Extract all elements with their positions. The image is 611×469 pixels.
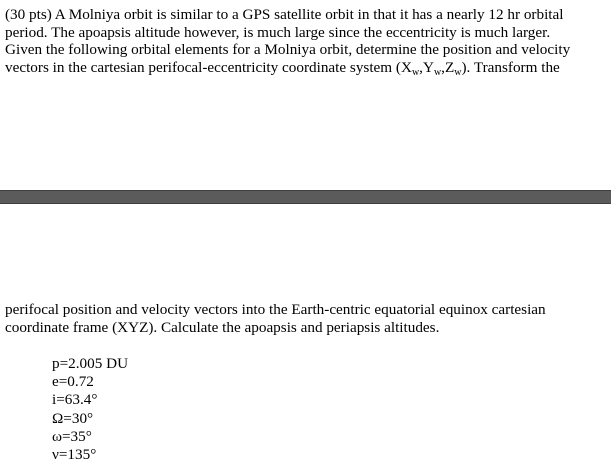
problem-line-coordinate-system xyxy=(5,59,609,77)
orbital-element-argument-of-periapsis: ω=35° xyxy=(52,427,92,445)
orbital-element-eccentricity: e=0.72 xyxy=(52,373,94,391)
orbital-element-inclination: i=63.4° xyxy=(52,391,98,409)
problem-line: Given the following orbital elements for a Molniya orbit, determine the position and velocity xyxy=(5,41,571,59)
coord-text: ,Y xyxy=(419,58,434,76)
subscript-w: w xyxy=(433,66,442,78)
problem-line: (30 pts) A Molniya orbit is similar to a GPS satellite orbit in that it has a nearly 12 hr orbital xyxy=(5,6,564,23)
problem-line: period. The apoapsis altitude however, is much large since the eccentricity is much larger. xyxy=(5,23,551,41)
page-divider-bar xyxy=(0,190,611,204)
orbital-element-true-anomaly: ν=135° xyxy=(52,445,97,463)
orbital-element-semilatus-rectum: p=2.005 DU xyxy=(52,355,129,372)
subscript-w: w xyxy=(454,66,462,78)
problem-line: coordinate frame (XYZ). Calculate the apoapsis and periapsis altitudes. xyxy=(5,318,440,336)
problem-statement-part-2 xyxy=(5,301,609,336)
orbital-elements-list xyxy=(52,355,128,464)
problem-statement-part-1 xyxy=(5,6,609,76)
orbital-element-raan: Ω=30° xyxy=(52,409,94,427)
coord-text: vectors in the cartesian perifocal-eccentricity coordinate system (X xyxy=(5,58,412,76)
subscript-w: w xyxy=(411,66,420,78)
problem-line: perifocal position and velocity vectors into the Earth-centric equatorial equinox cartesian xyxy=(5,301,546,318)
coord-text: ). Transform the xyxy=(461,58,560,76)
coord-text: ,Z xyxy=(441,58,455,76)
